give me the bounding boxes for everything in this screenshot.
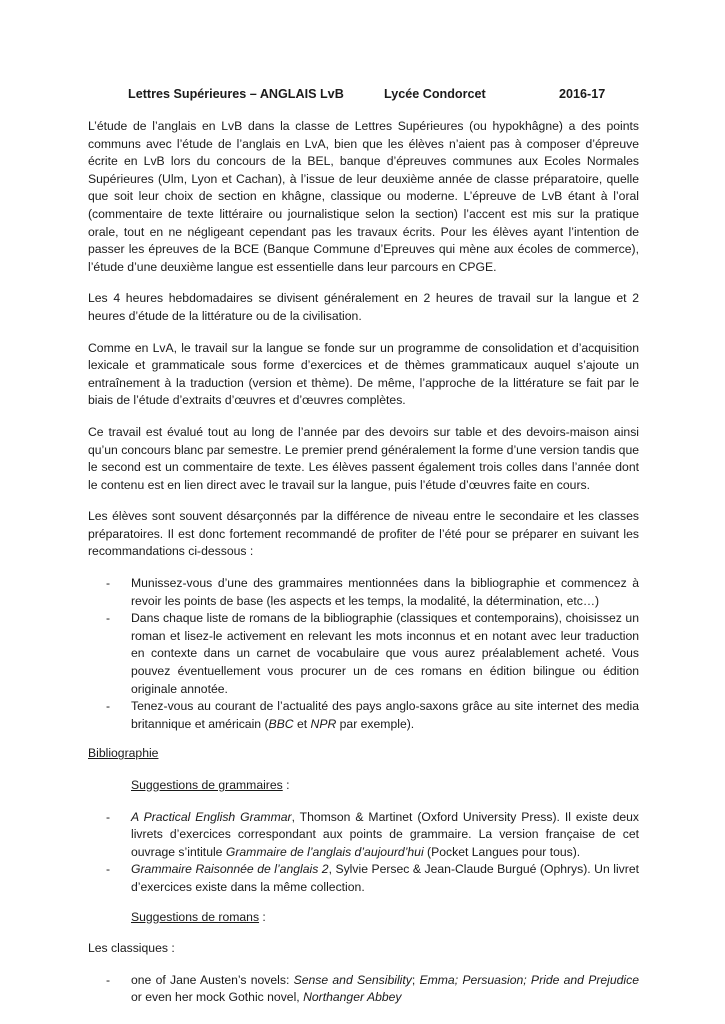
bullet-dash: - <box>106 809 111 824</box>
intro-paragraph: L’étude de l’anglais en LvB dans la classe de Lettres Supérieures (ou hypokhâgne) a des points communs avec l’étude de l’anglais en LvA, bien que les élèves n’aient pas à composer d’épreuve écrite en LvB lors du concours de la BEL, banque d’épreuves communes aux Ecoles Normales Supérieures (Ulm, Lyon et Cachan), à l’issue de leur deuxième année de classe préparatoire, quelle que soit leur choix de section en khâgne, classique ou moderne. L’épreuve de LvB étant à l’oral (commentaire de texte littéraire ou journalistique selon la section) l’accent est mis sur la pratique orale, tout en ne négligeant cependant pas les travaux écrits. Pour les élèves ayant l’intention de passer les épreuves de la BCE (Banque Commune d’Epreuves qui mène aux écoles de commerce), l’étude d’une deuxième langue est essentielle dans leur parcours en CPGE. <box>88 119 639 274</box>
bibliography-heading: Bibliographie <box>88 746 159 761</box>
school-name: Lycée Condorcet <box>384 87 486 101</box>
document-page <box>88 86 639 1019</box>
evaluation-paragraph: Ce travail est évalué tout au long de l’année par des devoirs sur table et des devoirs-maison ainsi qu’un concours blanc par semestre. Le premier prend généralement la forme d’une version tandis que le second est un commentaire de texte. Les élèves passent également trois colles dans l’année dont le contenu est en lien direct avec le travail sur la langue, puis l’étude d’œuvres faite en cours. <box>88 424 639 492</box>
recommendations-list <box>88 575 639 733</box>
course-title: Lettres Supérieures – ANGLAIS LvB <box>128 87 344 101</box>
list-item: - Munissez-vous d’une des grammaires mentionnées dans la bibliographie et commencez à revoir les points de base (les aspects et les temps, la modalité, la détermination, etc…) <box>106 576 639 608</box>
program-paragraph: Comme en LvA, le travail sur la langue se fonde sur un programme de consolidation et d’acquisition lexicale et grammaticale sous forme d’exercices et de thèmes grammaticaux auquel s’ajoute un entraînement à la traduction (version et thème). De même, l’approche de la littérature se fait par le biais de l’étude d’extraits d’œuvres et d’œuvres complètes. <box>88 340 639 408</box>
list-item: - A Practical English Grammar, Thomson & Martinet (Oxford University Press). Il existe deux livrets d’exercices correspondant aux points de grammaire. La version française de cet ouvrage s’intitule Grammaire de l’anglais d’aujourd’hui (Pocket Langues pour tous). <box>106 809 639 859</box>
novels-heading: Suggestions de romans : <box>131 909 266 924</box>
bullet-dash: - <box>106 972 111 987</box>
school-year: 2016-17 <box>559 87 606 101</box>
bullet-dash: - <box>106 862 111 877</box>
document-header <box>88 86 639 104</box>
grammar-heading: Suggestions de grammaires : <box>131 778 290 792</box>
bullet-dash: - <box>106 699 111 714</box>
list-item: - Tenez-vous au courant de l’actualité des pays anglo-saxons grâce au site internet des media britannique et américain (BBC et NPR par exemple). <box>106 699 639 731</box>
grammar-list <box>88 809 639 897</box>
bullet-dash: - <box>106 576 111 591</box>
list-item: - Dans chaque liste de romans de la bibliographie (classiques et contemporains), choisissez un roman et lisez-le activement en relevant les mots inconnus et en notant avec leur traduction en contexte dans un carnet de vocabulaire que vous aurez préalablement acheté. Vous pouvez éventuellement vous procurer un de ces romans en édition bilingue ou édition originale annotée. <box>106 611 639 696</box>
hours-paragraph: Les 4 heures hebdomadaires se divisent généralement en 2 heures de travail sur la langue et 2 heures d’étude de la littérature ou de la civilisation. <box>88 291 639 323</box>
classics-list <box>88 972 639 1007</box>
bullet-dash: - <box>106 611 111 626</box>
list-item: - one of Jane Austen’s novels: Sense and Sensibility; Emma; Persuasion; Pride and Prejudice or even her mock Gothic novel, Northanger Abbey <box>106 972 640 1005</box>
recommendation-paragraph: Les élèves sont souvent désarçonnés par la différence de niveau entre le secondaire et les classes préparatoires. Il est donc fortement recommandé de profiter de l’été pour se préparer en suivant les recommandations ci-dessous : <box>88 509 639 559</box>
list-item: - Grammaire Raisonnée de l’anglais 2, Sylvie Persec & Jean-Claude Burgué (Ophrys). Un livret d’exercices existe dans la même collection. <box>106 862 639 894</box>
classics-label: Les classiques : <box>88 941 175 956</box>
